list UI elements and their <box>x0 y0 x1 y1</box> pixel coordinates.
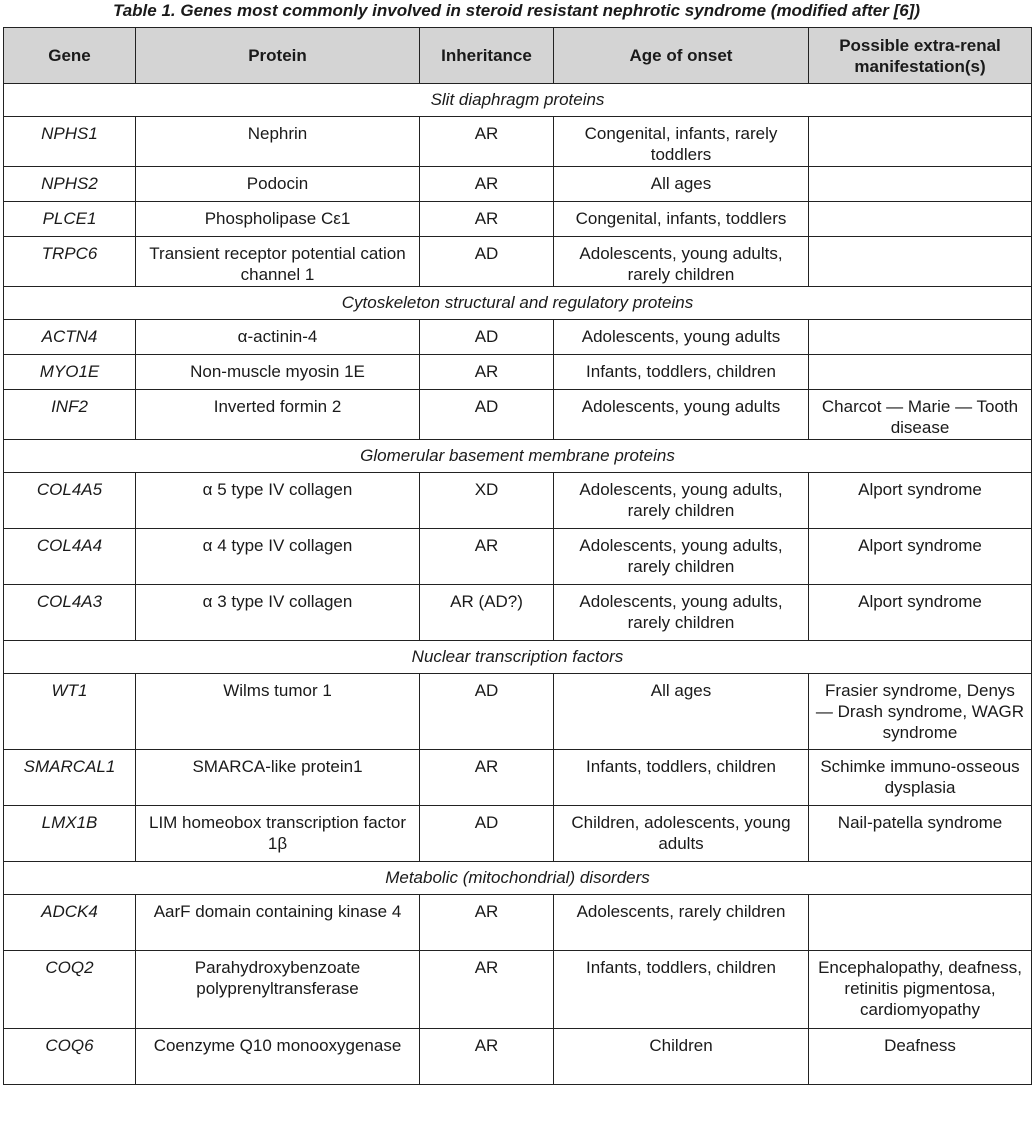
table-row <box>4 585 1032 641</box>
table-cell-inheritance: XD <box>420 473 554 529</box>
table-cell-extra-renal <box>809 202 1032 237</box>
section-row <box>4 862 1032 895</box>
genes-table <box>3 27 1032 1085</box>
table-cell-gene: WT1 <box>4 674 136 750</box>
table-row <box>4 806 1032 862</box>
table-cell-extra-renal: Alport syndrome <box>809 473 1032 529</box>
section-row <box>4 287 1032 320</box>
table-row <box>4 529 1032 585</box>
table-row <box>4 674 1032 750</box>
table-cell-gene: COQ2 <box>4 951 136 1029</box>
table-cell-age-of-onset: Adolescents, young adults, rarely children <box>554 237 809 287</box>
table-cell-gene: COL4A5 <box>4 473 136 529</box>
table-cell-protein: SMARCA-like protein1 <box>136 750 420 806</box>
table-cell-inheritance: AD <box>420 806 554 862</box>
table-cell-inheritance: AR <box>420 529 554 585</box>
table-cell-protein: Coenzyme Q10 monooxygenase <box>136 1029 420 1085</box>
table-cell-inheritance: AR (AD?) <box>420 585 554 641</box>
table-row <box>4 320 1032 355</box>
table-cell-gene: ADCK4 <box>4 895 136 951</box>
table-row <box>4 750 1032 806</box>
table-cell-gene: MYO1E <box>4 355 136 390</box>
table-cell-extra-renal <box>809 117 1032 167</box>
section-title: Glomerular basement membrane proteins <box>4 440 1032 473</box>
table-cell-extra-renal: Alport syndrome <box>809 585 1032 641</box>
table-header-row <box>4 28 1032 84</box>
table-cell-protein: Inverted formin 2 <box>136 390 420 440</box>
table-cell-extra-renal: Deafness <box>809 1029 1032 1085</box>
table-cell-age-of-onset: Infants, toddlers, children <box>554 750 809 806</box>
table-cell-extra-renal <box>809 237 1032 287</box>
section-title: Slit diaphragm proteins <box>4 84 1032 117</box>
table-row <box>4 473 1032 529</box>
table-cell-extra-renal: Encephalopathy, deafness, retinitis pigmentosa, cardiomyopathy <box>809 951 1032 1029</box>
table-cell-protein: Parahydroxybenzoate polyprenyltransferase <box>136 951 420 1029</box>
table-row <box>4 1029 1032 1085</box>
table-cell-extra-renal: Frasier syndrome, Denys — Drash syndrome, WAGR syndrome <box>809 674 1032 750</box>
table-cell-gene: COQ6 <box>4 1029 136 1085</box>
table-cell-gene: LMX1B <box>4 806 136 862</box>
table-cell-age-of-onset: Adolescents, young adults, rarely children <box>554 529 809 585</box>
table-row <box>4 951 1032 1029</box>
table-cell-gene: ACTN4 <box>4 320 136 355</box>
table-cell-inheritance: AD <box>420 320 554 355</box>
table-cell-protein: Non-muscle myosin 1E <box>136 355 420 390</box>
table-row <box>4 895 1032 951</box>
table-cell-age-of-onset: Children <box>554 1029 809 1085</box>
header-protein: Protein <box>136 28 420 84</box>
table-cell-protein: LIM homeobox transcription factor 1β <box>136 806 420 862</box>
table-cell-protein: α 3 type IV collagen <box>136 585 420 641</box>
table-cell-protein: Podocin <box>136 167 420 202</box>
table-cell-protein: Transient receptor potential cation channel 1 <box>136 237 420 287</box>
table-cell-gene: INF2 <box>4 390 136 440</box>
table-cell-age-of-onset: Congenital, infants, toddlers <box>554 202 809 237</box>
table-cell-extra-renal <box>809 895 1032 951</box>
table-cell-protein: α-actinin-4 <box>136 320 420 355</box>
table-cell-extra-renal <box>809 167 1032 202</box>
section-row <box>4 84 1032 117</box>
table-cell-age-of-onset: Adolescents, young adults, rarely children <box>554 473 809 529</box>
section-row <box>4 440 1032 473</box>
table-cell-inheritance: AR <box>420 1029 554 1085</box>
table-cell-inheritance: AR <box>420 202 554 237</box>
header-inheritance: Inheritance <box>420 28 554 84</box>
section-title: Nuclear transcription factors <box>4 641 1032 674</box>
table-cell-protein: α 4 type IV collagen <box>136 529 420 585</box>
table-cell-inheritance: AR <box>420 895 554 951</box>
table-cell-extra-renal: Alport syndrome <box>809 529 1032 585</box>
table-cell-gene: NPHS2 <box>4 167 136 202</box>
table-cell-protein: Wilms tumor 1 <box>136 674 420 750</box>
table-cell-gene: COL4A4 <box>4 529 136 585</box>
table-cell-inheritance: AR <box>420 355 554 390</box>
table-cell-age-of-onset: Congenital, infants, rarely toddlers <box>554 117 809 167</box>
table-cell-protein: AarF domain containing kinase 4 <box>136 895 420 951</box>
table-cell-age-of-onset: Infants, toddlers, children <box>554 355 809 390</box>
table-cell-age-of-onset: All ages <box>554 674 809 750</box>
table-cell-inheritance: AD <box>420 390 554 440</box>
table-cell-protein: Phospholipase Cε1 <box>136 202 420 237</box>
table-cell-inheritance: AR <box>420 750 554 806</box>
table-cell-gene: COL4A3 <box>4 585 136 641</box>
header-gene: Gene <box>4 28 136 84</box>
table-row <box>4 117 1032 167</box>
header-age-of-onset: Age of onset <box>554 28 809 84</box>
section-title: Metabolic (mitochondrial) disorders <box>4 862 1032 895</box>
table-cell-extra-renal: Nail-patella syndrome <box>809 806 1032 862</box>
table-cell-inheritance: AR <box>420 951 554 1029</box>
table-cell-gene: TRPC6 <box>4 237 136 287</box>
table-cell-extra-renal: Schimke immuno-osseous dysplasia <box>809 750 1032 806</box>
table-cell-extra-renal: Charcot — Marie — Tooth disease <box>809 390 1032 440</box>
table-caption: Table 1. Genes most commonly involved in steroid resistant nephrotic syndrome (modified after [6]) <box>112 1 921 20</box>
table-cell-protein: α 5 type IV collagen <box>136 473 420 529</box>
table-cell-age-of-onset: All ages <box>554 167 809 202</box>
table-cell-age-of-onset: Children, adolescents, young adults <box>554 806 809 862</box>
table-cell-inheritance: AR <box>420 167 554 202</box>
table-body <box>4 84 1032 1085</box>
table-cell-inheritance: AD <box>420 237 554 287</box>
table-row <box>4 390 1032 440</box>
table-cell-extra-renal <box>809 355 1032 390</box>
table-cell-inheritance: AR <box>420 117 554 167</box>
table-row <box>4 202 1032 237</box>
table-cell-gene: PLCE1 <box>4 202 136 237</box>
table-cell-age-of-onset: Adolescents, young adults, rarely children <box>554 585 809 641</box>
section-title: Cytoskeleton structural and regulatory proteins <box>4 287 1032 320</box>
table-cell-age-of-onset: Infants, toddlers, children <box>554 951 809 1029</box>
table-row <box>4 167 1032 202</box>
table-cell-protein: Nephrin <box>136 117 420 167</box>
table-cell-age-of-onset: Adolescents, young adults <box>554 390 809 440</box>
table-cell-extra-renal <box>809 320 1032 355</box>
table-cell-gene: NPHS1 <box>4 117 136 167</box>
table-cell-gene: SMARCAL1 <box>4 750 136 806</box>
table-row <box>4 237 1032 287</box>
section-row <box>4 641 1032 674</box>
table-cell-age-of-onset: Adolescents, rarely children <box>554 895 809 951</box>
table-cell-age-of-onset: Adolescents, young adults <box>554 320 809 355</box>
table-cell-inheritance: AD <box>420 674 554 750</box>
table-row <box>4 355 1032 390</box>
header-extra-renal: Possible extra-renal manifestation(s) <box>809 28 1032 84</box>
